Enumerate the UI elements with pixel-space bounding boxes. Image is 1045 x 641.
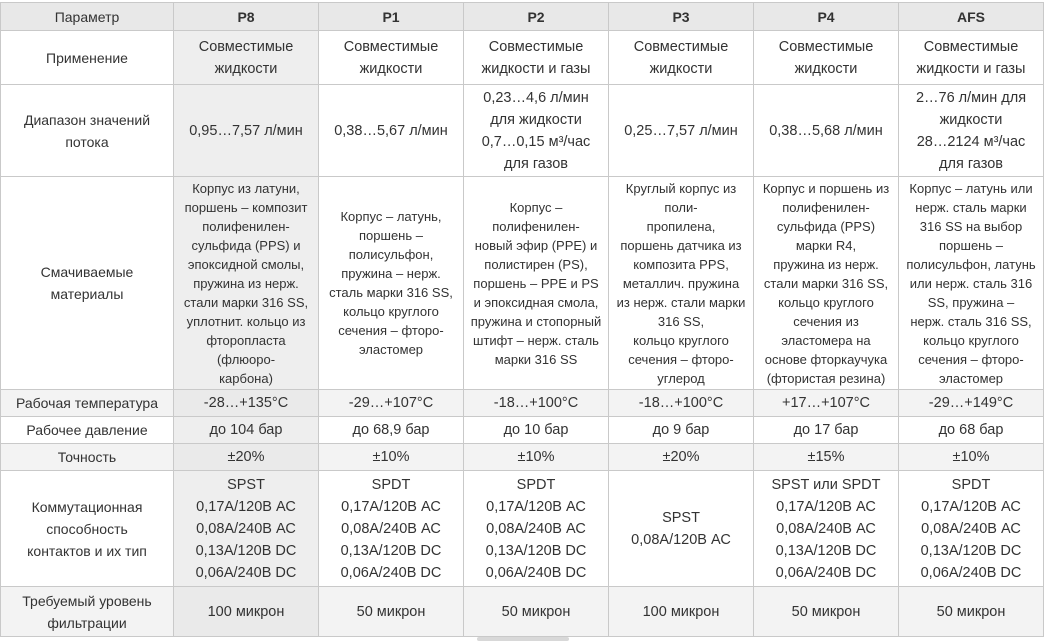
cell-line: SPDT <box>951 476 991 493</box>
cell-pressure-afs <box>899 417 1044 444</box>
cell-line: пропилена, <box>646 218 716 234</box>
cell-line: 0,17А/120В АС <box>486 498 586 515</box>
row-materials <box>1 177 1044 390</box>
cell-line: 0,13А/120В DC <box>775 542 877 559</box>
cell-line: ±20% <box>662 449 700 465</box>
cell-line: 0,08А/120В АС <box>631 531 731 548</box>
cell-line: 0,06А/240В DC <box>775 564 877 581</box>
cell-line: 0,08А/240В АС <box>486 520 586 537</box>
cell-line: полистирен (PS), <box>484 256 588 272</box>
cell-temperature-p4 <box>754 390 899 417</box>
cell-line: 0,08А/240В АС <box>196 520 296 537</box>
row-label-switching <box>1 471 174 587</box>
cell-line: эпоксидной смолы, <box>187 256 305 272</box>
cell-flow-p3 <box>609 85 754 177</box>
cell-filtration-p3 <box>609 587 754 637</box>
cell-line: Совместимые <box>343 38 439 55</box>
cell-switching-p1 <box>319 471 464 587</box>
cell-line: марки 316 SS <box>494 351 578 367</box>
cell-line: Точность <box>57 449 117 465</box>
cell-switching-p2 <box>464 471 609 587</box>
cell-filtration-p4 <box>754 587 899 637</box>
cell-line: Коммутационная <box>31 498 143 515</box>
cell-line: Рабочее давление <box>26 422 148 438</box>
cell-line: -29…+107°C <box>348 395 434 411</box>
cell-line: фильтрации <box>47 614 127 631</box>
cell-line: ±10% <box>952 449 990 465</box>
cell-line: SPDT <box>371 476 411 493</box>
cell-line: 0,08А/240В АС <box>341 520 441 537</box>
cell-materials-p8 <box>174 177 319 390</box>
cell-line: 0,95…7,57 л/мин <box>189 122 303 139</box>
cell-line: 0,08А/240В АС <box>776 520 876 537</box>
cell-line: жидкости <box>214 60 278 77</box>
row-label-accuracy <box>1 444 174 471</box>
cell-line: основе фторкаучука <box>764 351 888 367</box>
cell-application-p4 <box>754 31 899 85</box>
row-temperature <box>1 390 1044 417</box>
cell-line: 0,38…5,67 л/мин <box>334 122 448 139</box>
cell-line: 0,17А/120В АС <box>776 498 876 515</box>
cell-line: пружина из нерж. <box>193 275 299 291</box>
cell-line: Требуемый уровень <box>22 592 152 609</box>
cell-accuracy-p3 <box>609 444 754 471</box>
cell-line: сечения – фторо- <box>628 351 734 367</box>
row-label-temperature <box>1 390 174 417</box>
cell-line: Смачиваемые <box>40 264 134 280</box>
cell-line: Совместимые <box>778 38 874 55</box>
cell-line: жидкости и газы <box>916 60 1026 77</box>
cell-line: для газов <box>504 155 568 172</box>
cell-line: Совместимые <box>633 38 729 55</box>
cell-line: нерж. сталь 316 SS, <box>910 313 1032 329</box>
cell-filtration-p2 <box>464 587 609 637</box>
cell-line: металлич. пружина <box>622 275 740 291</box>
cell-accuracy-p1 <box>319 444 464 471</box>
cell-line: 0,13А/120В DC <box>195 542 297 559</box>
cell-accuracy-p2 <box>464 444 609 471</box>
cell-line: кольцо круглого <box>778 294 874 310</box>
cell-line: SPST <box>227 476 265 493</box>
cell-line: марки R4, <box>795 237 857 253</box>
cell-flow-p1 <box>319 85 464 177</box>
cell-line: 0,17А/120В АС <box>196 498 296 515</box>
cell-line: Корпус – латунь или <box>909 180 1033 196</box>
cell-line: из нерж. стали марки <box>616 294 746 310</box>
cell-line: Корпус и поршень из <box>762 180 890 196</box>
cell-materials-p4 <box>754 177 899 390</box>
cell-line: 0,06А/240В DC <box>195 564 297 581</box>
cell-line: пружина из нерж. <box>773 256 879 272</box>
cell-line: потока <box>65 133 109 150</box>
cell-line: полифенилен- <box>782 199 870 215</box>
cell-line: новый эфир (PPE) и <box>474 237 598 253</box>
cell-line: 0,13А/120В DC <box>340 542 442 559</box>
cell-materials-afs <box>899 177 1044 390</box>
cell-line: поршень датчика из <box>620 237 742 253</box>
cell-line: фторопласта <box>206 332 286 348</box>
header-p4: P4 <box>754 3 899 31</box>
header-afs: AFS <box>899 3 1044 31</box>
cell-line: 0,38…5,68 л/мин <box>769 122 883 139</box>
cell-line: способность <box>46 520 128 537</box>
cell-line: (фтористая резина) <box>766 370 886 386</box>
cell-line: 0,13А/120В DC <box>920 542 1022 559</box>
cell-temperature-p3 <box>609 390 754 417</box>
cell-line: жидкости <box>649 60 713 77</box>
cell-line: жидкости <box>939 111 1003 128</box>
cell-application-afs <box>899 31 1044 85</box>
cell-line: ±10% <box>372 449 410 465</box>
row-label-materials <box>1 177 174 390</box>
cell-line: SS, пружина – <box>927 294 1015 310</box>
cell-filtration-afs <box>899 587 1044 637</box>
cell-line: 0,08А/240В АС <box>921 520 1021 537</box>
row-label-flow <box>1 85 174 177</box>
cell-line: 28…2124 м³/час <box>916 133 1026 150</box>
cell-line: контактов и их тип <box>27 542 147 559</box>
cell-line: ±15% <box>807 449 845 465</box>
cell-accuracy-p4 <box>754 444 899 471</box>
cell-line: эластомера на <box>781 332 871 348</box>
cell-line: поршень – PPE и PS <box>473 275 599 291</box>
row-accuracy <box>1 444 1044 471</box>
cell-line: 0,23…4,6 л/мин <box>483 89 589 106</box>
row-application <box>1 31 1044 85</box>
cell-pressure-p3 <box>609 417 754 444</box>
cell-pressure-p4 <box>754 417 899 444</box>
cell-line: 2…76 л/мин для <box>915 89 1027 106</box>
header-row <box>1 3 1044 31</box>
cell-line: пружина – нерж. <box>341 266 441 281</box>
cell-switching-p3 <box>609 471 754 587</box>
cell-line: для жидкости <box>490 111 582 128</box>
header-p1: P1 <box>319 3 464 31</box>
cell-flow-afs <box>899 85 1044 177</box>
cell-line: Корпус из латуни, <box>192 180 300 196</box>
header-param: Параметр <box>1 3 174 31</box>
row-label-application <box>1 31 174 85</box>
cell-line: 316 SS на выбор <box>919 218 1023 234</box>
cell-line: и эпоксидная смола, <box>473 294 599 310</box>
cell-pressure-p2 <box>464 417 609 444</box>
cell-materials-p2 <box>464 177 609 390</box>
row-label-pressure <box>1 417 174 444</box>
cell-line: +17…+107°C <box>781 395 871 411</box>
cell-line: SPDT <box>516 476 556 493</box>
cell-line: кольцо круглого <box>343 304 439 319</box>
header-p3: P3 <box>609 3 754 31</box>
cell-line: (флюоро- <box>216 351 276 367</box>
cell-line: 0,13А/120В DC <box>485 542 587 559</box>
cell-line: для газов <box>939 155 1003 172</box>
cell-switching-p4 <box>754 471 899 587</box>
cell-line: Совместимые <box>923 38 1019 55</box>
cell-line: полисульфон, <box>348 247 434 262</box>
cell-line: до 10 бар <box>503 422 569 438</box>
header-p2: P2 <box>464 3 609 31</box>
cell-application-p1 <box>319 31 464 85</box>
cell-application-p3 <box>609 31 754 85</box>
cell-line: 0,17А/120В АС <box>921 498 1021 515</box>
cell-line: 0,06А/240В DC <box>485 564 587 581</box>
cell-pressure-p8 <box>174 417 319 444</box>
cell-line: Применение <box>46 49 128 66</box>
cell-line: полифенилен- <box>202 218 290 234</box>
row-filtration <box>1 587 1044 637</box>
cell-line: Диапазон значений <box>23 111 151 128</box>
cell-line: 0,06А/240В DC <box>920 564 1022 581</box>
cell-line: 50 микрон <box>936 603 1006 620</box>
cell-line: поршень – <box>939 237 1003 253</box>
cell-line: поли- <box>664 199 698 215</box>
cell-flow-p2 <box>464 85 609 177</box>
cell-line: карбона) <box>219 370 273 386</box>
row-pressure <box>1 417 1044 444</box>
cell-application-p2 <box>464 31 609 85</box>
cell-line: 50 микрон <box>791 603 861 620</box>
cell-line: сечения из <box>793 313 859 329</box>
cell-line: ±10% <box>517 449 555 465</box>
cell-line: -18…+100°C <box>493 395 579 411</box>
cell-line: полифенилен- <box>492 218 580 234</box>
cell-line: кольцо круглого <box>633 332 729 348</box>
cell-line: SPST или SPDT <box>771 476 881 493</box>
cell-line: сечения – фторо- <box>918 351 1024 367</box>
cell-switching-p8 <box>174 471 319 587</box>
header-p8: P8 <box>174 3 319 31</box>
cell-line: Рабочая температура <box>16 395 158 411</box>
cell-line: нерж. сталь марки <box>915 199 1027 215</box>
cell-line: жидкости и газы <box>481 60 591 77</box>
cell-line: -29…+149°C <box>928 395 1014 411</box>
cell-temperature-p8 <box>174 390 319 417</box>
cell-line: сечения – фторо- <box>338 323 444 338</box>
cell-temperature-afs <box>899 390 1044 417</box>
cell-line: 0,7…0,15 м³/час <box>481 133 591 150</box>
cell-line: композита PPS, <box>633 256 729 272</box>
cell-line: ±20% <box>227 449 265 465</box>
cell-filtration-p8 <box>174 587 319 637</box>
cell-switching-afs <box>899 471 1044 587</box>
cell-line: кольцо круглого <box>923 332 1019 348</box>
cell-application-p8 <box>174 31 319 85</box>
cell-line: Совместимые <box>198 38 294 55</box>
cell-line: Круглый корпус из <box>625 180 737 196</box>
horizontal-scrollbar[interactable] <box>477 637 569 641</box>
cell-line: Совместимые <box>488 38 584 55</box>
cell-line: 0,17А/120В АС <box>341 498 441 515</box>
cell-line: до 17 бар <box>793 422 859 438</box>
cell-flow-p4 <box>754 85 899 177</box>
cell-line: 50 микрон <box>501 603 571 620</box>
cell-line: SPST <box>662 509 700 526</box>
cell-line: Корпус – латунь, <box>340 209 442 224</box>
cell-line: жидкости <box>359 60 423 77</box>
cell-line: стали марки 316 SS, <box>763 275 889 291</box>
cell-line: до 9 бар <box>652 422 710 438</box>
row-switching <box>1 471 1044 587</box>
row-flow <box>1 85 1044 177</box>
cell-line: 0,25…7,57 л/мин <box>624 122 738 139</box>
cell-line: 316 SS, <box>657 313 705 329</box>
cell-line: эластомер <box>938 370 1004 386</box>
cell-line: стали марки 316 SS, <box>183 294 309 310</box>
cell-line: поршень – композит <box>184 199 308 215</box>
cell-line: уплотнит. кольцо из <box>186 313 306 329</box>
cell-materials-p3 <box>609 177 754 390</box>
cell-line: углерод <box>657 370 705 386</box>
cell-flow-p8 <box>174 85 319 177</box>
cell-temperature-p1 <box>319 390 464 417</box>
cell-line: материалы <box>50 286 124 302</box>
cell-line: жидкости <box>794 60 858 77</box>
cell-line: 50 микрон <box>356 603 426 620</box>
cell-line: Корпус – <box>509 199 563 215</box>
cell-line: полисульфон, латунь <box>906 256 1036 272</box>
cell-line: 100 микрон <box>642 603 720 620</box>
cell-line: поршень – <box>359 228 423 243</box>
cell-materials-p1 <box>319 177 464 390</box>
cell-line: до 68,9 бар <box>352 422 430 438</box>
cell-line: до 68 бар <box>938 422 1004 438</box>
cell-pressure-p1 <box>319 417 464 444</box>
cell-line: сульфида (PPS) и <box>191 237 301 253</box>
cell-temperature-p2 <box>464 390 609 417</box>
cell-line: штифт – нерж. сталь <box>473 332 599 348</box>
cell-line: или нерж. сталь 316 <box>909 275 1033 291</box>
cell-line: пружина и стопорный <box>470 313 602 329</box>
cell-line: сульфида (PPS) <box>776 218 876 234</box>
cell-line: -18…+100°C <box>638 395 724 411</box>
spec-table <box>0 2 1044 637</box>
cell-accuracy-afs <box>899 444 1044 471</box>
cell-line: 0,06А/240В DC <box>340 564 442 581</box>
cell-line: эластомер <box>358 342 424 357</box>
cell-filtration-p1 <box>319 587 464 637</box>
cell-line: до 104 бар <box>209 422 283 438</box>
cell-accuracy-p8 <box>174 444 319 471</box>
cell-line: 100 микрон <box>207 603 285 620</box>
cell-line: сталь марки 316 SS, <box>329 285 453 300</box>
row-label-filtration <box>1 587 174 637</box>
cell-line: -28…+135°C <box>203 395 289 411</box>
